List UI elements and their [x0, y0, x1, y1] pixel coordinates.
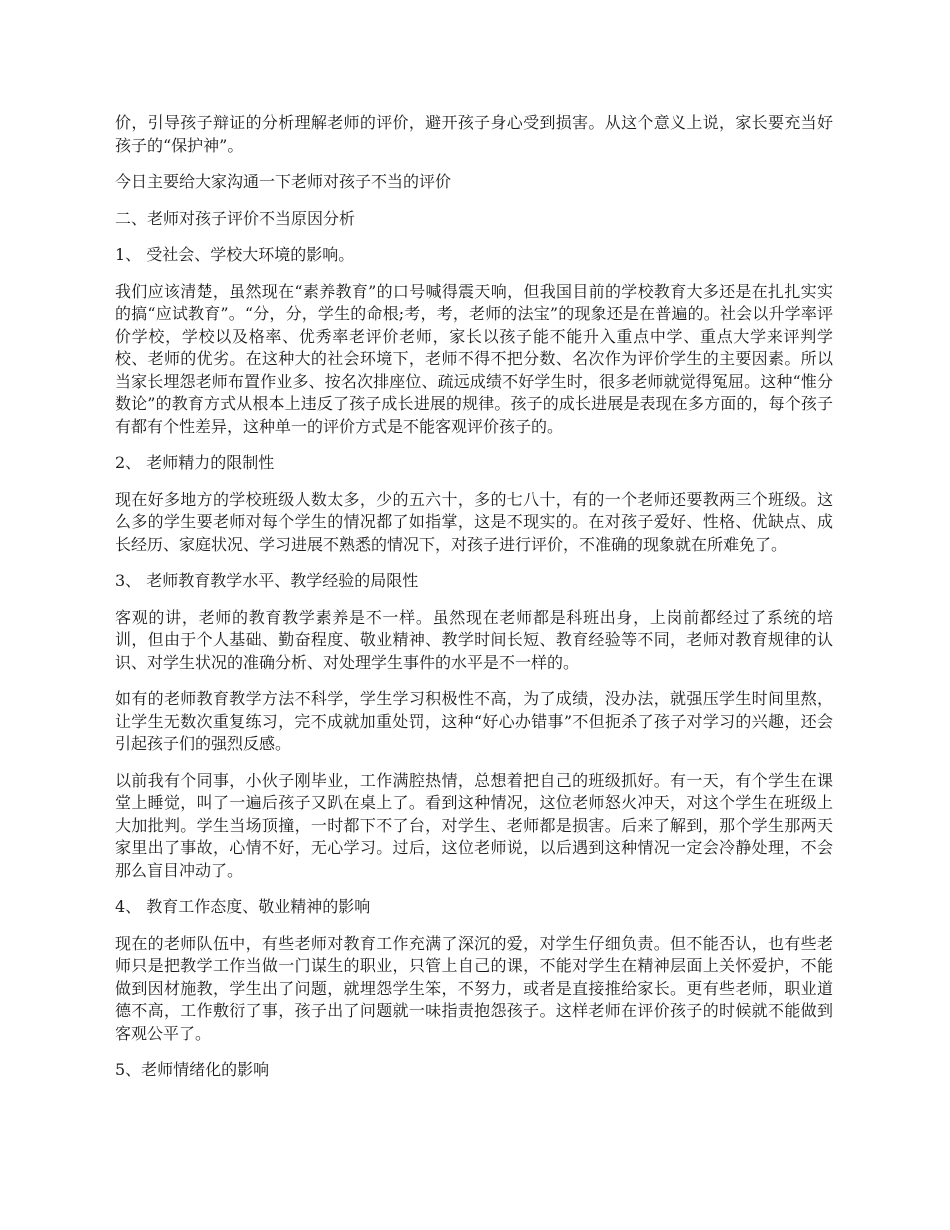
body-paragraph-2: 现在好多地方的学校班级人数太多，少的五六十，多的七八十，有的一个老师还要教两三个班级。这么多的学生要老师对每个学生的情况都了如指掌，这是不现实的。在对孩子爱好、性格、优缺点、成长经历、家庭状况、学习进展不熟悉的情况下，对孩子进行评价，不准确的现象就在所难免了。	[115, 489, 833, 554]
subheading-4: 4、 教育工作态度、敬业精神的影响	[115, 897, 371, 916]
body-paragraph-1: 我们应该清楚，虽然现在“素养教育”的口号喊得震天响，但我国目前的学校教育大多还是在扎扎实实的搞“应试教育”。“分，分，学生的命根;考，考，老师的法宝”的现象还是在普遍的。社会以升学率评价学校，学校以及格率、优秀率老评价老师，家长以孩子能不能升入重点中学、重点大学来评判学校、老师的优劣。在这种大的社会环境下，老师不得不把分数、名次作为评价学生的主要因素。所以当家长埋怨老师布置作业多、按名次排座位、疏远成绩不好学生时，很多老师就觉得冤屈。这种“惟分数论”的教育方式从根本上违反了孩子成长进展的规律。孩子的成长进展是表现在多方面的，每个孩子有都有个性差异，这种单一的评价方式是不能客观评价孩子的。	[115, 281, 833, 436]
body-paragraph-6: 现在的老师队伍中，有些老师对教育工作充满了深沉的爱，对学生仔细负责。但不能否认，也有些老师只是把教学工作当做一门谋生的职业，只管上自己的课，不能对学生在精神层面上关怀爱护，不能做到因材施教，学生出了问题，就埋怨学生笨，不努力，或者是直接推给家长。更有些老师，职业道德不高，工作敷衍了事，孩子出了问题就一味指责抱怨孩子。这样老师在评价孩子的时候就不能做到客观公平了。	[115, 933, 833, 1043]
subheading-5: 5、老师情绪化的影响	[115, 1060, 270, 1079]
subheading-3: 3、 老师教育教学水平、教学经验的局限性	[115, 571, 419, 590]
subheading-2: 2、 老师精力的限制性	[115, 453, 275, 472]
document-page	[115, 112, 833, 1096]
topic-line: 今日主要给大家沟通一下老师对孩子不当的评价	[115, 172, 452, 191]
body-paragraph-4: 如有的老师教育教学方法不科学，学生学习积极性不高，为了成绩，没办法，就强压学生时间里熬，让学生无数次重复练习，完不成就加重处罚，这种“好心办错事”不但扼杀了孩子对学习的兴趣，还会引起孩子们的强烈反感。	[115, 689, 833, 753]
body-paragraph-5: 以前我有个同事，小伙子刚毕业，工作满腔热情，总想着把自己的班级抓好。有一天，有个学生在课堂上睡觉，叫了一遍后孩子又趴在桌上了。看到这种情况，这位老师怒火冲天，对这个学生在班级上大加批判。学生当场顶撞，一时都下不了台，对学生、老师都是损害。后来了解到，那个学生那两天家里出了事故，心情不好，无心学习。过后，这位老师说，以后遇到这种情况一定会冷静处理，不会那么盲目冲动了。	[115, 770, 833, 880]
subheading-1: 1、 受社会、学校大环境的影响。	[115, 245, 355, 264]
body-paragraph-3: 客观的讲，老师的教育教学素养是不一样。虽然现在老师都是科班出身，上岗前都经过了系统的培训，但由于个人基础、勤奋程度、敬业精神、教学时间长短、教育经验等不同，老师对教育规律的认识、对学生状况的准确分析、对处理学生事件的水平是不一样的。	[115, 607, 833, 672]
section-heading: 二、老师对孩子评价不当原因分析	[115, 208, 356, 228]
intro-paragraph: 价，引导孩子辩证的分析理解老师的评价，避开孩子身心受到损害。从这个意义上说，家长要充当好孩子的“保护神”。	[115, 113, 833, 155]
